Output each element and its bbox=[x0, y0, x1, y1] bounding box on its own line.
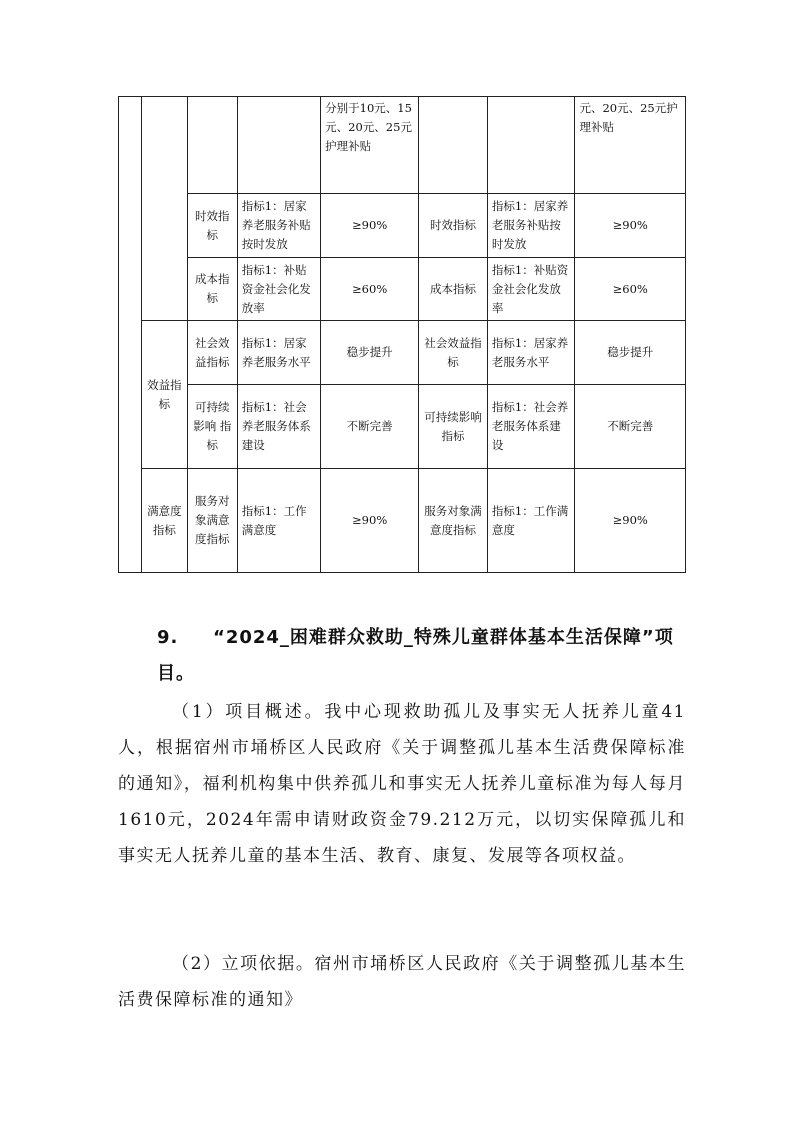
secondary-indicator: 可持续影响 指标 bbox=[187, 385, 237, 469]
value-cell: ≥90% bbox=[321, 469, 419, 573]
value-cell: ≥90% bbox=[575, 469, 686, 573]
table-cell bbox=[187, 97, 237, 194]
table-row bbox=[119, 258, 686, 321]
indicator-cell: 指标1：工作满意度 bbox=[487, 469, 575, 573]
table-row bbox=[119, 469, 686, 573]
table-row bbox=[119, 194, 686, 258]
primary-indicator: 效益指标 bbox=[141, 321, 187, 469]
secondary-indicator: 成本指标 bbox=[187, 258, 237, 321]
table-cell bbox=[237, 97, 320, 194]
value-cell: ≥90% bbox=[321, 194, 419, 258]
section-heading bbox=[157, 620, 687, 692]
indicator-cell: 指标1：居家养老服务水平 bbox=[237, 321, 320, 385]
project-overview-paragraph: （1）项目概述。我中心现救助孤儿及事实无人抚养儿童41人，根据宿州市埇桥区人民政府《关于调整孤儿基本生活费保障标准的通知》，福利机构集中供养孤儿和事实无人抚养儿童标准为每人每月1610元，2024年需申请财政资金79.212万元，以切实保障孤儿和事实无人抚养儿童的基本生活、教育、康复、发展等各项权益。 bbox=[118, 702, 686, 866]
indicator-cell: 指标1：工作满意度 bbox=[237, 469, 320, 573]
indicator-cell: 指标1：居家养老服务水平 bbox=[487, 321, 575, 385]
value-cell: ≥60% bbox=[575, 258, 686, 321]
table-cell bbox=[141, 97, 187, 321]
indicator-cell: 指标1：补贴资金社会化发放率 bbox=[487, 258, 575, 321]
value-cell: 稳步提升 bbox=[321, 321, 419, 385]
section-title: “2024_困难群众救助_特殊儿童群体基本生活保障”项目。 bbox=[157, 627, 674, 684]
table-row bbox=[119, 321, 686, 385]
secondary-indicator: 社会效益指标 bbox=[419, 321, 488, 385]
table-cell bbox=[487, 97, 575, 194]
value-cell: ≥60% bbox=[321, 258, 419, 321]
indicator-cell: 指标1：社会养老服务体系建设 bbox=[487, 385, 575, 469]
secondary-indicator: 可持续影响 指标 bbox=[419, 385, 488, 469]
secondary-indicator: 时效指标 bbox=[419, 194, 488, 258]
table-cell: 元、20元、25元护理补贴 bbox=[575, 97, 686, 194]
value-cell: 不断完善 bbox=[575, 385, 686, 469]
table-cell: 分别于10元、15元、20元、25元护理补贴 bbox=[321, 97, 419, 194]
indicator-cell: 指标1：补贴资金社会化发放率 bbox=[237, 258, 320, 321]
value-cell: 不断完善 bbox=[321, 385, 419, 469]
indicator-cell: 指标1：居家养老服务补贴按时发放 bbox=[487, 194, 575, 258]
performance-indicator-table bbox=[118, 96, 686, 573]
secondary-indicator: 服务对象满意度指标 bbox=[187, 469, 237, 573]
table-cell bbox=[419, 97, 488, 194]
secondary-indicator: 社会效益指标 bbox=[187, 321, 237, 385]
primary-indicator: 满意度指标 bbox=[141, 469, 187, 573]
table-cell bbox=[119, 97, 142, 573]
secondary-indicator: 成本指标 bbox=[419, 258, 488, 321]
secondary-indicator: 时效指标 bbox=[187, 194, 237, 258]
table-row bbox=[119, 97, 686, 194]
table-row bbox=[119, 385, 686, 469]
indicator-cell: 指标1：居家养老服务补贴按时发放 bbox=[237, 194, 320, 258]
secondary-indicator: 服务对象满意度指标 bbox=[419, 469, 488, 573]
project-basis-paragraph: （2）立项依据。宿州市埇桥区人民政府《关于调整孤儿基本生活费保障标准的通知》 bbox=[118, 954, 686, 1010]
value-cell: 稳步提升 bbox=[575, 321, 686, 385]
indicator-cell: 指标1：社会养老服务体系建设 bbox=[237, 385, 320, 469]
section-number: 9. bbox=[157, 627, 179, 648]
value-cell: ≥90% bbox=[575, 194, 686, 258]
